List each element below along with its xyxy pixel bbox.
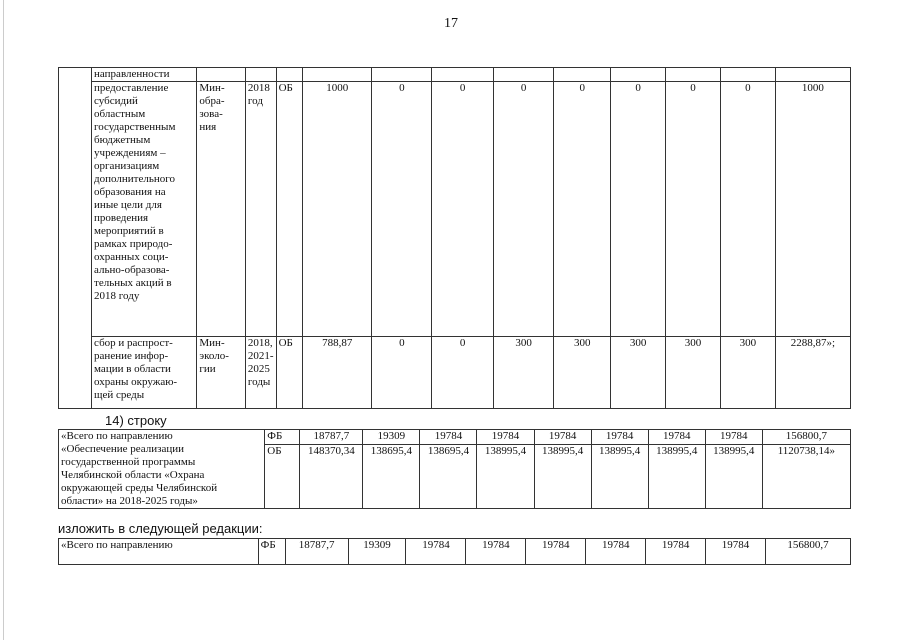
table-row (59, 337, 851, 409)
value-cell: 300 (493, 337, 554, 409)
value-cell: 138995,4 (705, 445, 762, 509)
value-cell: 300 (720, 337, 775, 409)
value-cell: 138995,4 (477, 445, 534, 509)
table-cell (493, 68, 554, 82)
value-cell: 19784 (477, 430, 534, 445)
table-row (59, 539, 851, 565)
summary-table-old (58, 429, 851, 509)
value-cell: 18787,7 (285, 539, 348, 565)
value-cell: 19784 (646, 539, 706, 565)
program-table-top (58, 67, 851, 409)
value-cell: 0 (666, 82, 721, 337)
total-cell: 2288,87»; (775, 337, 850, 409)
total-cell: 156800,7 (762, 430, 850, 445)
value-cell: 788,87 (303, 337, 372, 409)
value-cell: 0 (372, 337, 432, 409)
value-cell: 19309 (348, 539, 406, 565)
table-cell (245, 68, 276, 82)
table-row (59, 68, 851, 82)
measure-description: предоставление субсидий областным государственным бюджетным учреждениям – организациям дополнительного образования на иные цели для проведения мероприятий в рамках природо- охранных соци- ально-образова- тельных акций в 2018 году (92, 82, 197, 337)
value-cell: 19784 (526, 539, 586, 565)
table-cell (303, 68, 372, 82)
caption-new-edition: изложить в следующей редакции: (58, 521, 263, 536)
value-cell: 0 (720, 82, 775, 337)
value-cell: 0 (432, 82, 493, 337)
value-cell: 19784 (706, 539, 766, 565)
table-row (59, 82, 851, 337)
value-cell: 18787,7 (300, 430, 363, 445)
scan-edge-line (3, 0, 4, 640)
value-cell: 300 (666, 337, 721, 409)
value-cell: 138695,4 (363, 445, 420, 509)
table-cell (59, 68, 92, 409)
source-cell: ФБ (265, 430, 300, 445)
value-cell: 19309 (363, 430, 420, 445)
value-cell: 0 (372, 82, 432, 337)
source-cell: ОБ (276, 82, 303, 337)
total-cell: 1000 (775, 82, 850, 337)
value-cell: 0 (611, 82, 666, 337)
value-cell: 0 (554, 82, 611, 337)
summary-description: «Всего по направлению «Обеспечение реализации государственной программы Челябинской области «Охрана окружающей среды Челябинской области» на 2018-2025 годы» (59, 430, 265, 509)
value-cell: 138995,4 (591, 445, 648, 509)
source-cell: ОБ (265, 445, 300, 509)
value-cell: 138695,4 (420, 445, 477, 509)
table-cell: направленности (92, 68, 197, 82)
value-cell: 1000 (303, 82, 372, 337)
table-row (59, 430, 851, 445)
source-cell: ОБ (276, 337, 303, 409)
value-cell: 0 (493, 82, 554, 337)
value-cell: 19784 (534, 430, 591, 445)
table-cell (276, 68, 303, 82)
value-cell: 19784 (648, 430, 705, 445)
table-cell (775, 68, 850, 82)
summary-table-new (58, 538, 851, 565)
value-cell: 19784 (705, 430, 762, 445)
value-cell: 138995,4 (648, 445, 705, 509)
value-cell: 19784 (420, 430, 477, 445)
total-cell: 1120738,14» (762, 445, 850, 509)
summary-description: «Всего по направлению (59, 539, 259, 565)
table-cell (372, 68, 432, 82)
value-cell: 138995,4 (534, 445, 591, 509)
page-number: 17 (444, 16, 458, 31)
value-cell: 19784 (586, 539, 646, 565)
executor-cell: Мин- эколо- гии (197, 337, 246, 409)
table-cell (554, 68, 611, 82)
executor-cell: Мин- обра- зова- ния (197, 82, 246, 337)
value-cell: 19784 (591, 430, 648, 445)
table-cell (197, 68, 246, 82)
table-cell (666, 68, 721, 82)
total-cell: 156800,7 (766, 539, 851, 565)
source-cell: ФБ (258, 539, 285, 565)
table-cell (432, 68, 493, 82)
table-cell (611, 68, 666, 82)
value-cell: 19784 (406, 539, 466, 565)
value-cell: 148370,34 (300, 445, 363, 509)
year-cell: 2018, 2021- 2025 годы (245, 337, 276, 409)
table-cell (720, 68, 775, 82)
value-cell: 0 (432, 337, 493, 409)
year-cell: 2018 год (245, 82, 276, 337)
value-cell: 19784 (466, 539, 526, 565)
value-cell: 300 (611, 337, 666, 409)
measure-description: сбор и распрост- ранение инфор- мации в области охраны окружаю- щей среды (92, 337, 197, 409)
caption-replace-row: 14) строку (105, 413, 167, 428)
value-cell: 300 (554, 337, 611, 409)
